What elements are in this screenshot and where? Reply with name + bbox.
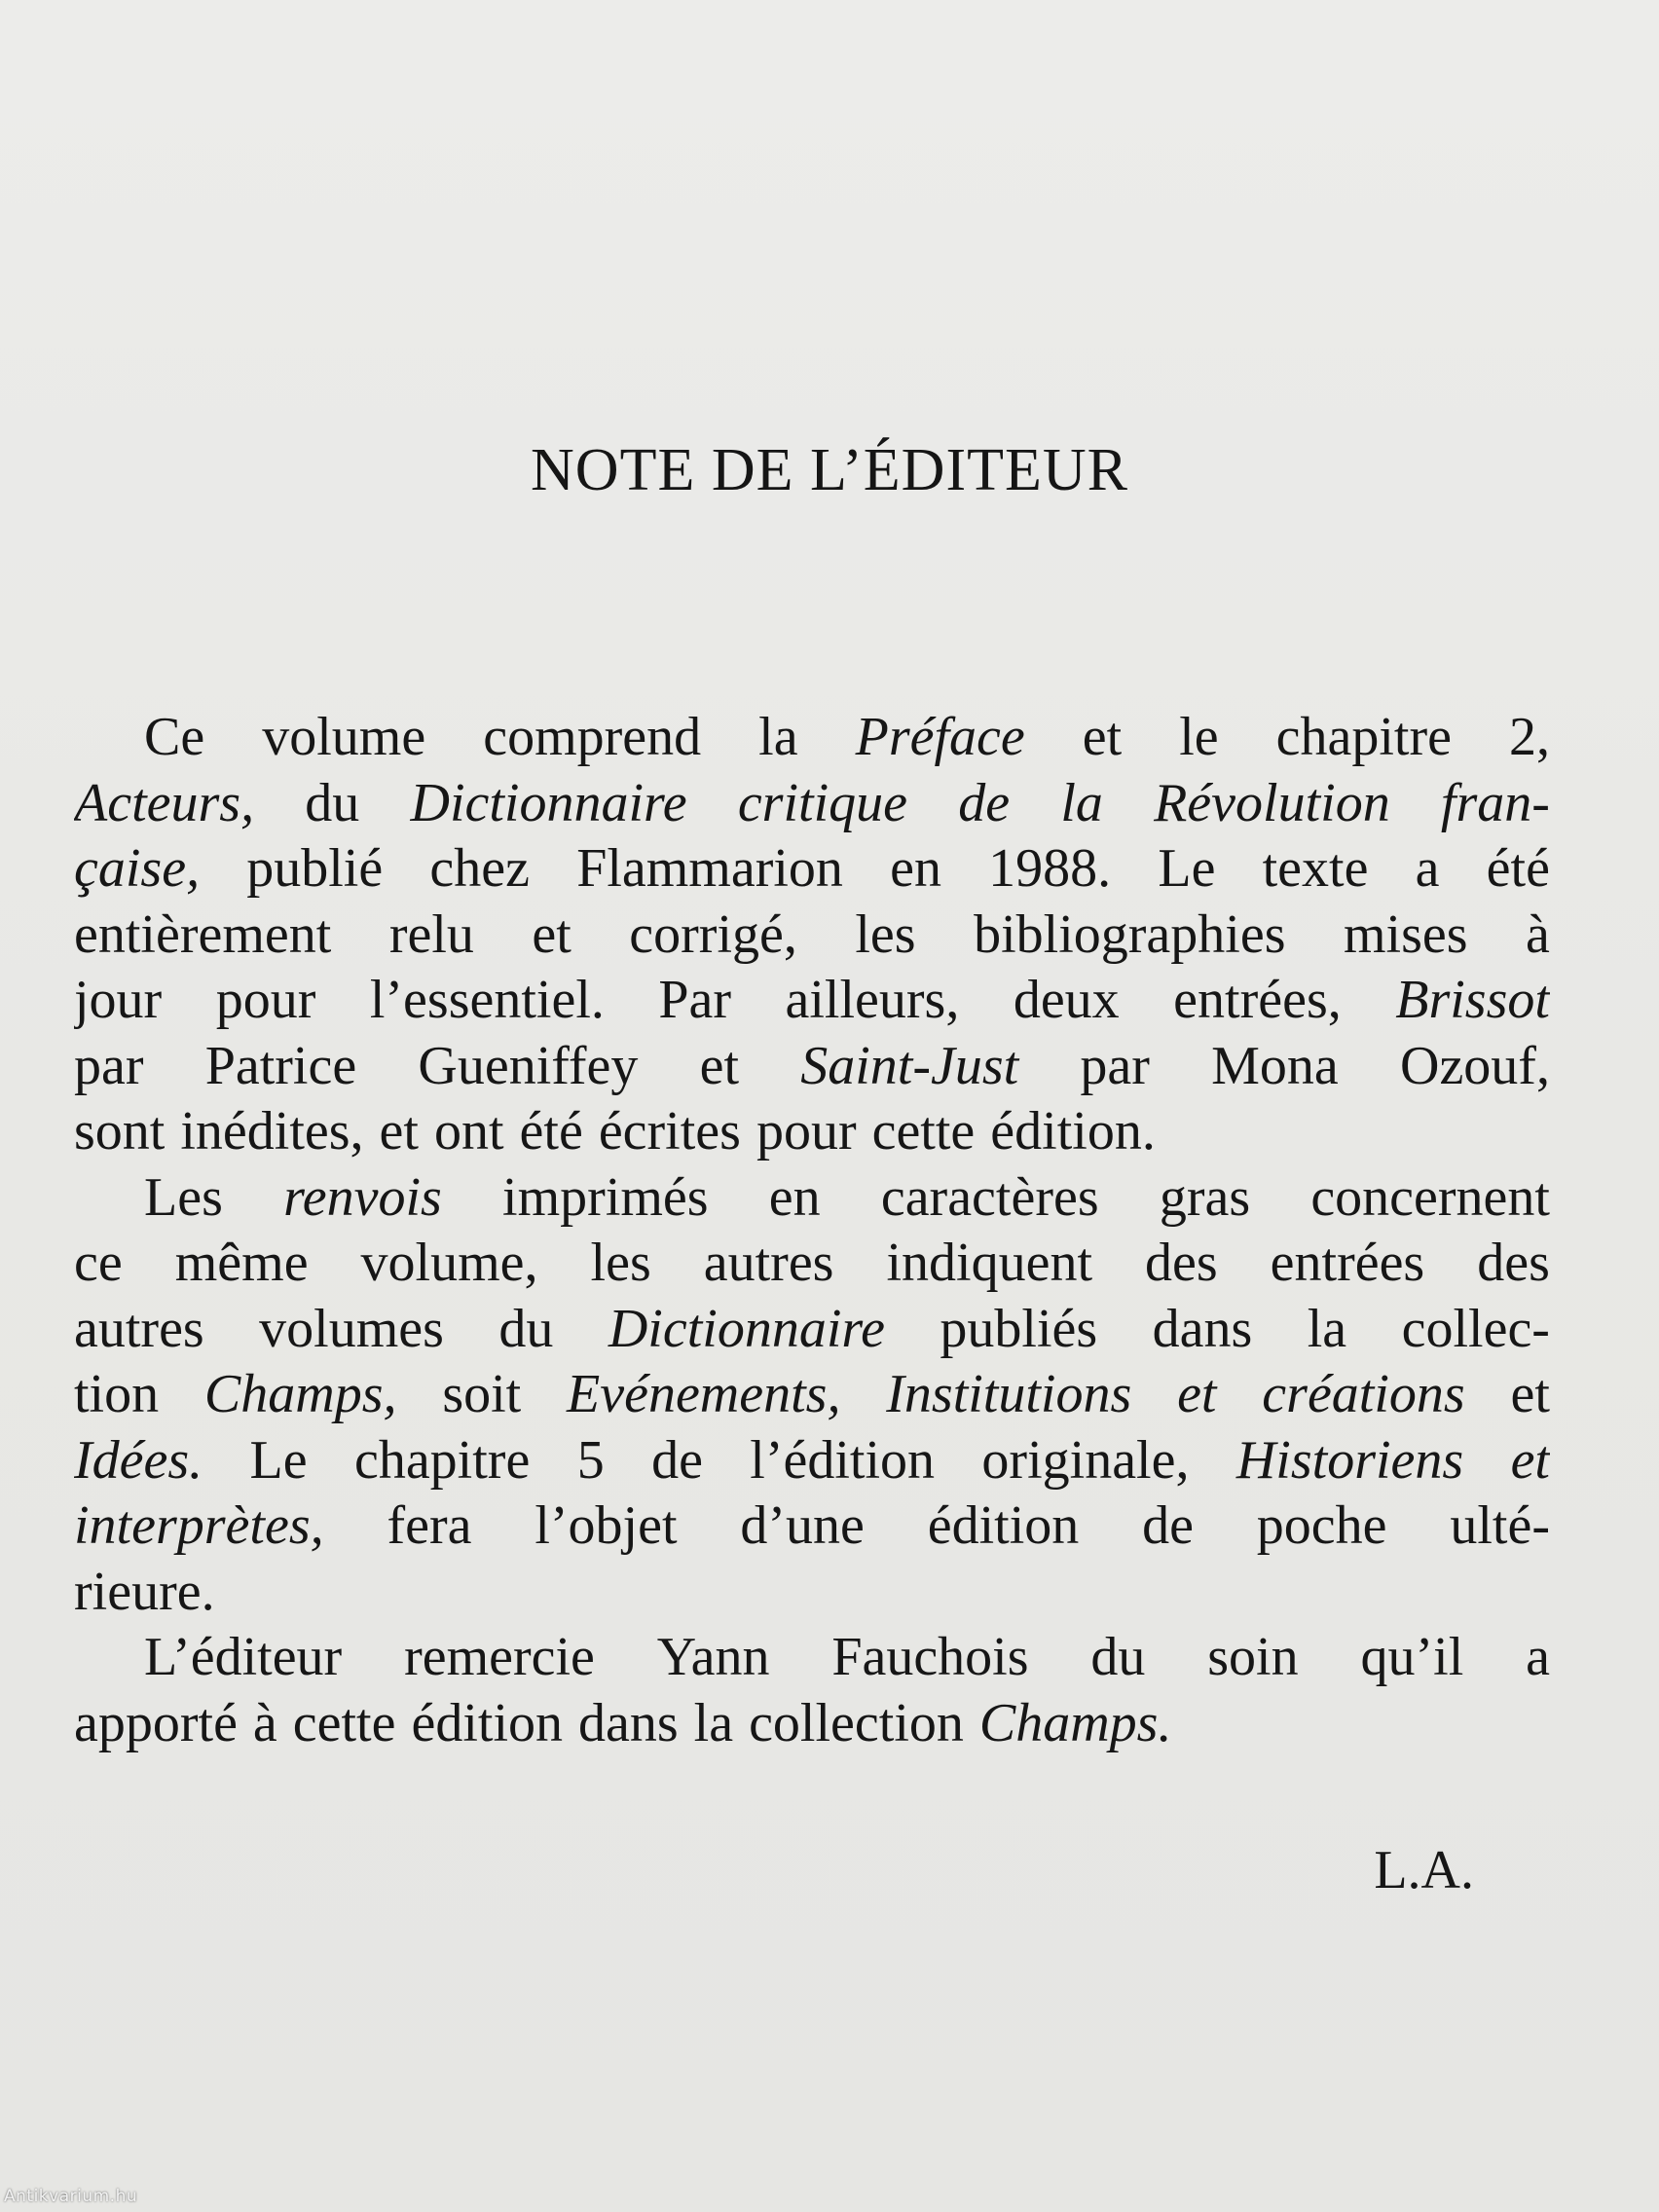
signature: L.A. <box>1374 1840 1474 1900</box>
word: des <box>1145 1233 1218 1293</box>
word: et <box>1177 1364 1217 1424</box>
word: relu <box>388 903 474 965</box>
word: et <box>532 903 571 965</box>
word: corrigé, <box>629 903 797 965</box>
word: le <box>1179 707 1219 767</box>
word: ont <box>433 1101 504 1161</box>
word: et <box>1510 1429 1550 1491</box>
word: l’essentiel. <box>369 970 605 1030</box>
word: comprend <box>483 707 702 767</box>
word: Mona <box>1211 1035 1339 1096</box>
word: édition <box>927 1495 1080 1556</box>
word: tion <box>74 1364 160 1424</box>
word: et <box>699 1035 740 1096</box>
word: en <box>768 1166 821 1228</box>
word: critique <box>737 772 908 833</box>
word: Yann <box>656 1627 770 1687</box>
word: volume <box>262 707 426 767</box>
word: Flammarion <box>576 838 843 899</box>
word: de <box>1142 1495 1194 1556</box>
text-line <box>74 1362 1550 1428</box>
text-line <box>74 968 1550 1034</box>
word: ulté- <box>1450 1495 1550 1556</box>
word: la <box>758 707 798 767</box>
text-line <box>74 1165 1550 1232</box>
word: Saint-Just <box>800 1035 1019 1096</box>
word: les <box>590 1233 651 1293</box>
word: la <box>693 1692 734 1753</box>
word: bibliographies <box>974 903 1286 965</box>
text-line <box>74 1560 1550 1626</box>
word: fran- <box>1440 772 1550 833</box>
watermark-logo: Antikvarium.hu <box>4 2187 138 2206</box>
word: remercie <box>404 1627 595 1687</box>
word: apporté <box>74 1692 238 1753</box>
word: collec- <box>1401 1298 1550 1359</box>
word: volume, <box>360 1233 538 1293</box>
word: d’une <box>740 1495 865 1556</box>
text-line <box>74 1034 1550 1100</box>
word: l’édition <box>750 1429 936 1491</box>
word: concernent <box>1310 1166 1550 1228</box>
word: créations <box>1262 1364 1465 1424</box>
word: inédites, <box>180 1101 364 1161</box>
word: autres <box>703 1233 834 1293</box>
word: Champs. <box>978 1692 1172 1753</box>
word: originale, <box>981 1429 1190 1491</box>
word: en <box>890 838 941 899</box>
word: volumes <box>259 1298 444 1359</box>
word: gras <box>1159 1166 1251 1228</box>
word: caractères <box>880 1166 1099 1228</box>
word: çaise, <box>74 838 201 899</box>
word: de <box>958 772 1011 833</box>
word: chapitre <box>1275 707 1452 767</box>
word: dans <box>1152 1298 1253 1359</box>
word: Historiens <box>1235 1429 1464 1491</box>
word: renvois <box>283 1166 442 1228</box>
word: ce <box>74 1233 123 1293</box>
word: à <box>252 1692 277 1753</box>
word: Révolution <box>1154 772 1390 833</box>
text-line <box>74 705 1550 771</box>
word: Ce <box>144 707 205 767</box>
word: et <box>1082 707 1123 767</box>
word: Dictionnaire <box>608 1298 885 1359</box>
text-line <box>74 1297 1550 1363</box>
word: édition. <box>990 1101 1156 1161</box>
word: la <box>1307 1298 1347 1359</box>
word: Idées. <box>74 1429 203 1491</box>
word: a <box>1415 838 1440 899</box>
word: été <box>1486 838 1550 899</box>
text-line <box>74 1099 1550 1165</box>
text-line <box>74 1493 1550 1560</box>
word: les <box>855 903 916 965</box>
word: rieure. <box>74 1561 215 1622</box>
word: du <box>1090 1627 1146 1687</box>
word: Dictionnaire <box>410 772 687 833</box>
word: par <box>74 1035 144 1096</box>
paragraph <box>74 705 1550 1165</box>
word: publiés <box>940 1298 1098 1359</box>
word: 1988. <box>988 838 1112 899</box>
word: Brissot <box>1395 970 1550 1030</box>
text-line <box>74 903 1550 969</box>
word: 2, <box>1508 707 1550 767</box>
word: pour <box>756 1101 857 1161</box>
word: des <box>1477 1233 1550 1293</box>
word: collection <box>749 1692 964 1753</box>
word: publié <box>246 838 384 899</box>
text-line <box>74 1625 1550 1691</box>
word: cette <box>871 1101 976 1161</box>
word: qu’il <box>1360 1627 1464 1687</box>
word: cette <box>292 1692 396 1753</box>
word: Institutions <box>886 1364 1132 1424</box>
word: ailleurs, <box>785 970 960 1030</box>
word: 5 <box>576 1429 605 1491</box>
word: dans <box>578 1692 679 1753</box>
word: Champs, <box>203 1364 397 1424</box>
text-line <box>74 1231 1550 1297</box>
word: mises <box>1343 903 1468 965</box>
word: texte <box>1262 838 1369 899</box>
word: la <box>1060 772 1103 833</box>
text-line <box>74 1428 1550 1494</box>
word: été <box>519 1101 583 1161</box>
word: chez <box>429 838 530 899</box>
word: imprimés <box>502 1166 709 1228</box>
word: Le <box>249 1429 308 1491</box>
word: écrites <box>598 1101 741 1161</box>
word: de <box>651 1429 703 1491</box>
text-line <box>74 836 1550 903</box>
word: interprètes, <box>74 1495 324 1556</box>
word: poche <box>1256 1495 1387 1556</box>
word: Gueniffey <box>418 1035 639 1096</box>
word: du <box>498 1298 554 1359</box>
word: L’éditeur <box>144 1627 343 1687</box>
word: chapitre <box>353 1429 531 1491</box>
paragraph <box>74 1625 1550 1756</box>
word: l’objet <box>535 1495 678 1556</box>
word: entrées, <box>1173 970 1342 1030</box>
word: même <box>174 1233 309 1293</box>
word: soin <box>1207 1627 1299 1687</box>
word: et <box>379 1101 419 1161</box>
page-title: NOTE DE L’ÉDITEUR <box>531 437 1128 503</box>
word: Patrice <box>204 1035 357 1096</box>
paragraph <box>74 1165 1550 1626</box>
word: a <box>1526 1627 1550 1687</box>
word: et <box>1510 1364 1550 1424</box>
word: pour <box>215 970 316 1030</box>
word: Par <box>658 970 732 1030</box>
word: autres <box>74 1298 204 1359</box>
word: Fauchois <box>831 1627 1029 1687</box>
word: deux <box>1013 970 1120 1030</box>
word: indiquent <box>886 1233 1092 1293</box>
word: Les <box>144 1166 223 1228</box>
word: du <box>305 772 360 833</box>
word: Evénements, <box>567 1364 841 1424</box>
word: Ozouf, <box>1400 1035 1550 1096</box>
word: à <box>1526 903 1550 965</box>
word: Le <box>1158 838 1216 899</box>
word: entrées <box>1270 1233 1425 1293</box>
body-text <box>74 705 1550 1756</box>
word: Préface <box>855 707 1025 767</box>
word: par <box>1080 1035 1150 1096</box>
word: édition <box>411 1692 563 1753</box>
word: sont <box>74 1101 166 1161</box>
word: fera <box>387 1495 472 1556</box>
text-line <box>74 1691 1550 1757</box>
word: entièrement <box>74 903 332 965</box>
word: jour <box>74 970 163 1030</box>
text-line <box>74 771 1550 837</box>
word: soit <box>442 1364 522 1424</box>
word: Acteurs, <box>74 772 255 833</box>
